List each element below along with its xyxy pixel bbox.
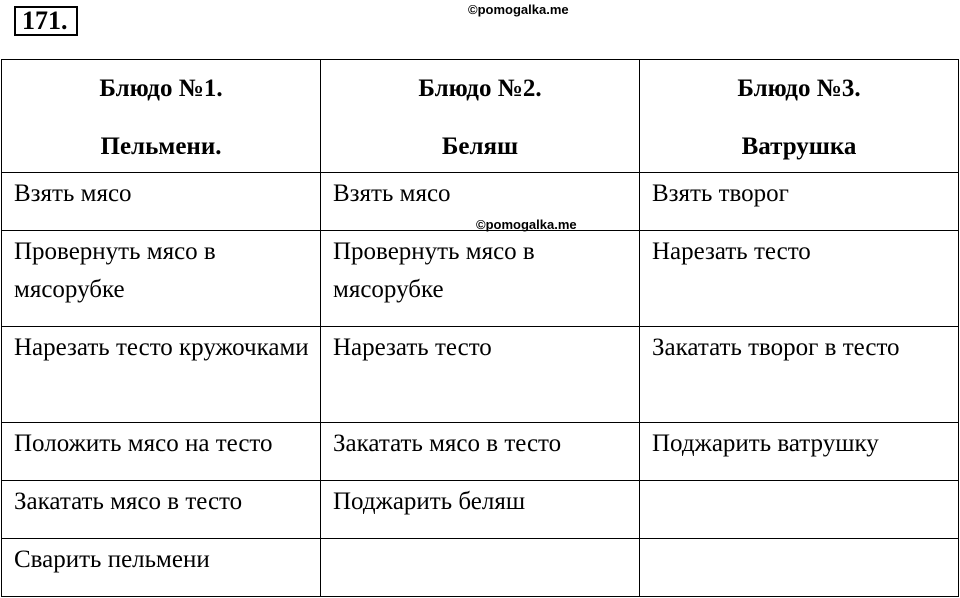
table-row	[2, 327, 959, 423]
table-cell	[2, 231, 321, 327]
watermark-top: ©pomogalka.me	[468, 2, 569, 17]
cell-text: Взять мясо	[333, 180, 451, 207]
table-header-row	[2, 60, 959, 173]
cell-text: Взять творог	[652, 180, 789, 207]
table-cell	[321, 327, 640, 423]
table-cell	[321, 539, 640, 597]
cell-text: Нарезать тесто	[333, 334, 492, 361]
header-dish-3-name: Ватрушка	[741, 133, 857, 160]
cell-text: Положить мясо на тесто	[14, 430, 273, 457]
table-row	[2, 481, 959, 539]
cell-text: Поджарить ватрушку	[652, 430, 879, 457]
cell-text: Провернуть мясо в мясорубке	[333, 238, 535, 303]
header-dish-2-number: Блюдо №2.	[418, 75, 542, 102]
cell-text: Взять мясо	[14, 180, 132, 207]
header-dish-2-name: Беляш	[441, 133, 519, 160]
cell-text: Закатать творог в тесто	[652, 334, 900, 361]
header-dish-3	[640, 60, 959, 173]
table-cell	[640, 327, 959, 423]
table-row	[2, 423, 959, 481]
cell-text: Нарезать тесто кружочками	[14, 334, 309, 361]
table-cell	[2, 423, 321, 481]
table-cell	[321, 423, 640, 481]
cell-text: Сварить пельмени	[14, 546, 210, 573]
table-cell	[2, 327, 321, 423]
table-cell	[2, 481, 321, 539]
table-cell	[321, 231, 640, 327]
header-dish-1-number: Блюдо №1.	[99, 75, 223, 102]
recipes-table	[1, 59, 959, 597]
cell-text: Закатать мясо в тесто	[14, 488, 243, 515]
header-dish-3-number: Блюдо №3.	[737, 75, 861, 102]
table-row	[2, 539, 959, 597]
cell-text: Нарезать тесто	[652, 238, 811, 265]
task-number-box	[14, 6, 78, 36]
cell-text: Провернуть мясо в мясорубке	[14, 238, 216, 303]
header-dish-1	[2, 60, 321, 173]
table-cell	[2, 173, 321, 231]
table-cell	[640, 539, 959, 597]
table-cell	[640, 231, 959, 327]
watermark-middle: ©pomogalka.me	[476, 217, 577, 232]
table-cell	[640, 481, 959, 539]
header-dish-2	[321, 60, 640, 173]
cell-text: Закатать мясо в тесто	[333, 430, 562, 457]
header-dish-1-name: Пельмени.	[100, 133, 222, 160]
cell-text: Поджарить беляш	[333, 488, 526, 515]
table-cell	[640, 423, 959, 481]
task-number: 171	[22, 6, 61, 35]
task-number-dot: .	[61, 6, 68, 35]
table-cell	[321, 481, 640, 539]
table-cell	[2, 539, 321, 597]
table-row	[2, 231, 959, 327]
table-cell	[640, 173, 959, 231]
